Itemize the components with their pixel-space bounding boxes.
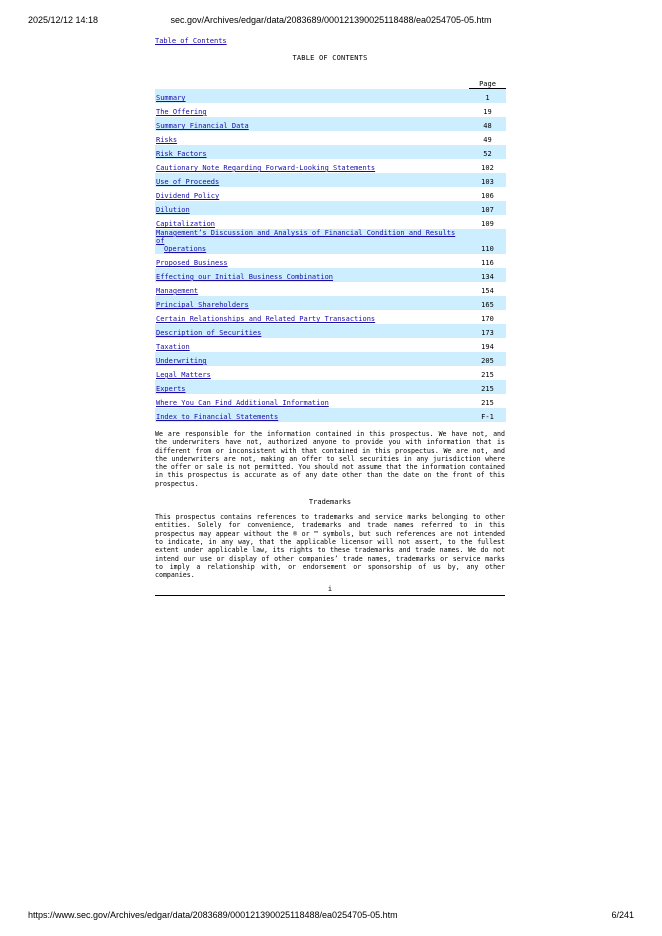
toc-link-summary[interactable]: Summary bbox=[156, 94, 186, 102]
toc-link-mdna-line1: Management’s Discussion and Analysis of Financial Condition and Results of bbox=[156, 229, 456, 245]
toc-link-summary-financial-data[interactable]: Summary Financial Data bbox=[156, 122, 249, 130]
toc-page-number: 215 bbox=[481, 399, 494, 407]
responsibility-paragraph: We are responsible for the information contained in this prospectus. We have not, and the underwriters have not, authorized anyone to provide you with information that is different from or inconsistent with that contained in this prospectus. We are not, and the underwriters are not, making an offer to sell securities in any jurisdiction where the offer or sale is not permitted. You should not assume that the information contained in this prospectus is accurate as of any date other than the date on the front of this prospectus. bbox=[155, 430, 505, 488]
toc-link-additional-information[interactable]: Where You Can Find Additional Information bbox=[156, 399, 329, 407]
toc-row bbox=[155, 229, 506, 254]
toc-link-financial-statements-index[interactable]: Index to Financial Statements bbox=[156, 413, 279, 421]
toc-link-dilution[interactable]: Dilution bbox=[156, 206, 190, 214]
toc-row bbox=[155, 173, 506, 187]
toc-page-number: 109 bbox=[481, 220, 494, 228]
toc-row bbox=[155, 380, 506, 394]
toc-row bbox=[155, 131, 506, 145]
toc-link-risk-factors[interactable]: Risk Factors bbox=[156, 150, 207, 158]
toc-row bbox=[155, 145, 506, 159]
toc-title: TABLE OF CONTENTS bbox=[292, 54, 368, 62]
toc-link-description-of-securities[interactable]: Description of Securities bbox=[156, 329, 262, 337]
toc-row bbox=[155, 201, 506, 215]
print-header bbox=[0, 15, 662, 27]
toc-row bbox=[155, 324, 506, 338]
toc-link-risks[interactable]: Risks bbox=[156, 136, 178, 144]
print-footer bbox=[0, 910, 662, 922]
toc-page-number: 165 bbox=[469, 296, 506, 310]
toc-table bbox=[155, 75, 506, 422]
toc-row bbox=[155, 117, 506, 131]
toc-page-number: 107 bbox=[469, 201, 506, 215]
toc-row bbox=[155, 310, 506, 324]
toc-row bbox=[155, 296, 506, 310]
print-datetime: 2025/12/12 14:18 bbox=[28, 15, 99, 25]
page-number: i bbox=[327, 585, 333, 594]
toc-row bbox=[155, 89, 506, 104]
toc-page-number: F-1 bbox=[469, 408, 506, 422]
toc-row bbox=[155, 103, 506, 117]
table-of-contents-link[interactable]: Table of Contents bbox=[155, 37, 227, 45]
toc-row bbox=[155, 215, 506, 229]
toc-link-taxation[interactable]: Taxation bbox=[156, 343, 190, 351]
toc-page-number: 110 bbox=[469, 229, 506, 254]
toc-link-proposed-business[interactable]: Proposed Business bbox=[156, 259, 228, 267]
trademarks-paragraph: This prospectus contains references to trademarks and service marks belonging to other entities. Solely for convenience, trademarks and trade names referred to in this prospectus may appear without the ® or ™ symbols, but such references are not intended to indicate, in any way, that the applicable licensor will not assert, to the fullest extent under applicable law, its rights to these trademarks and trade names. We do not intend our use or display of other companies’ trade names, trademarks or service marks to imply a relationship with, or endorsement or sponsorship of us by, any other companies. bbox=[155, 513, 505, 580]
print-page-count: 6/241 bbox=[611, 910, 634, 920]
toc-link-experts[interactable]: Experts bbox=[156, 385, 186, 393]
toc-page-number: 215 bbox=[469, 380, 506, 394]
toc-link-underwriting[interactable]: Underwriting bbox=[156, 357, 207, 365]
print-header-url: sec.gov/Archives/edgar/data/2083689/000121390025118488/ea0254705-05.htm bbox=[170, 15, 492, 25]
toc-page-number: 52 bbox=[469, 145, 506, 159]
toc-link-legal-matters[interactable]: Legal Matters bbox=[156, 371, 211, 379]
toc-row bbox=[155, 338, 506, 352]
toc-row bbox=[155, 366, 506, 380]
toc-page-number: 106 bbox=[481, 192, 494, 200]
toc-page-number: 19 bbox=[483, 108, 492, 116]
toc-row bbox=[155, 282, 506, 296]
toc-page-number: 102 bbox=[481, 164, 494, 172]
toc-link-management[interactable]: Management bbox=[156, 287, 199, 295]
toc-row bbox=[155, 408, 506, 422]
toc-page-number: 1 bbox=[469, 89, 506, 104]
toc-link-capitalization[interactable]: Capitalization bbox=[156, 220, 216, 228]
toc-page-number: 116 bbox=[481, 259, 494, 267]
toc-page-number: 173 bbox=[469, 324, 506, 338]
toc-page-number: 103 bbox=[469, 173, 506, 187]
toc-link-principal-shareholders[interactable]: Principal Shareholders bbox=[156, 301, 249, 309]
print-footer-url: https://www.sec.gov/Archives/edgar/data/2083689/000121390025118488/ea0254705-05.htm bbox=[28, 910, 398, 920]
toc-link-use-of-proceeds[interactable]: Use of Proceeds bbox=[156, 178, 220, 186]
toc-page-number: 49 bbox=[483, 136, 492, 144]
toc-page-number: 48 bbox=[469, 117, 506, 131]
toc-page-number: 154 bbox=[481, 287, 494, 295]
toc-link-related-party-transactions[interactable]: Certain Relationships and Related Party Transactions bbox=[156, 315, 376, 323]
toc-page-number: 134 bbox=[469, 268, 506, 282]
toc-row bbox=[155, 268, 506, 282]
toc-row bbox=[155, 159, 506, 173]
toc-page-number: 215 bbox=[481, 371, 494, 379]
toc-row bbox=[155, 352, 506, 366]
toc-link-dividend-policy[interactable]: Dividend Policy bbox=[156, 192, 220, 200]
toc-page-number: 170 bbox=[481, 315, 494, 323]
page-bottom-rule bbox=[155, 595, 505, 596]
toc-link-cautionary-note[interactable]: Cautionary Note Regarding Forward-Looking Statements bbox=[156, 164, 376, 172]
toc-link-effecting-business-combination[interactable]: Effecting our Initial Business Combination bbox=[156, 273, 334, 281]
toc-row bbox=[155, 394, 506, 408]
toc-page-number: 194 bbox=[481, 343, 494, 351]
page-column-header: Page bbox=[469, 75, 506, 89]
toc-row bbox=[155, 187, 506, 201]
toc-link-mdna-line2: Operations bbox=[164, 245, 207, 253]
toc-link-mdna[interactable] bbox=[156, 229, 465, 253]
toc-page-number: 205 bbox=[469, 352, 506, 366]
toc-header-row bbox=[155, 75, 506, 89]
trademarks-heading: Trademarks bbox=[308, 498, 352, 507]
toc-link-the-offering[interactable]: The Offering bbox=[156, 108, 207, 116]
document-page bbox=[155, 36, 505, 596]
toc-row bbox=[155, 254, 506, 268]
